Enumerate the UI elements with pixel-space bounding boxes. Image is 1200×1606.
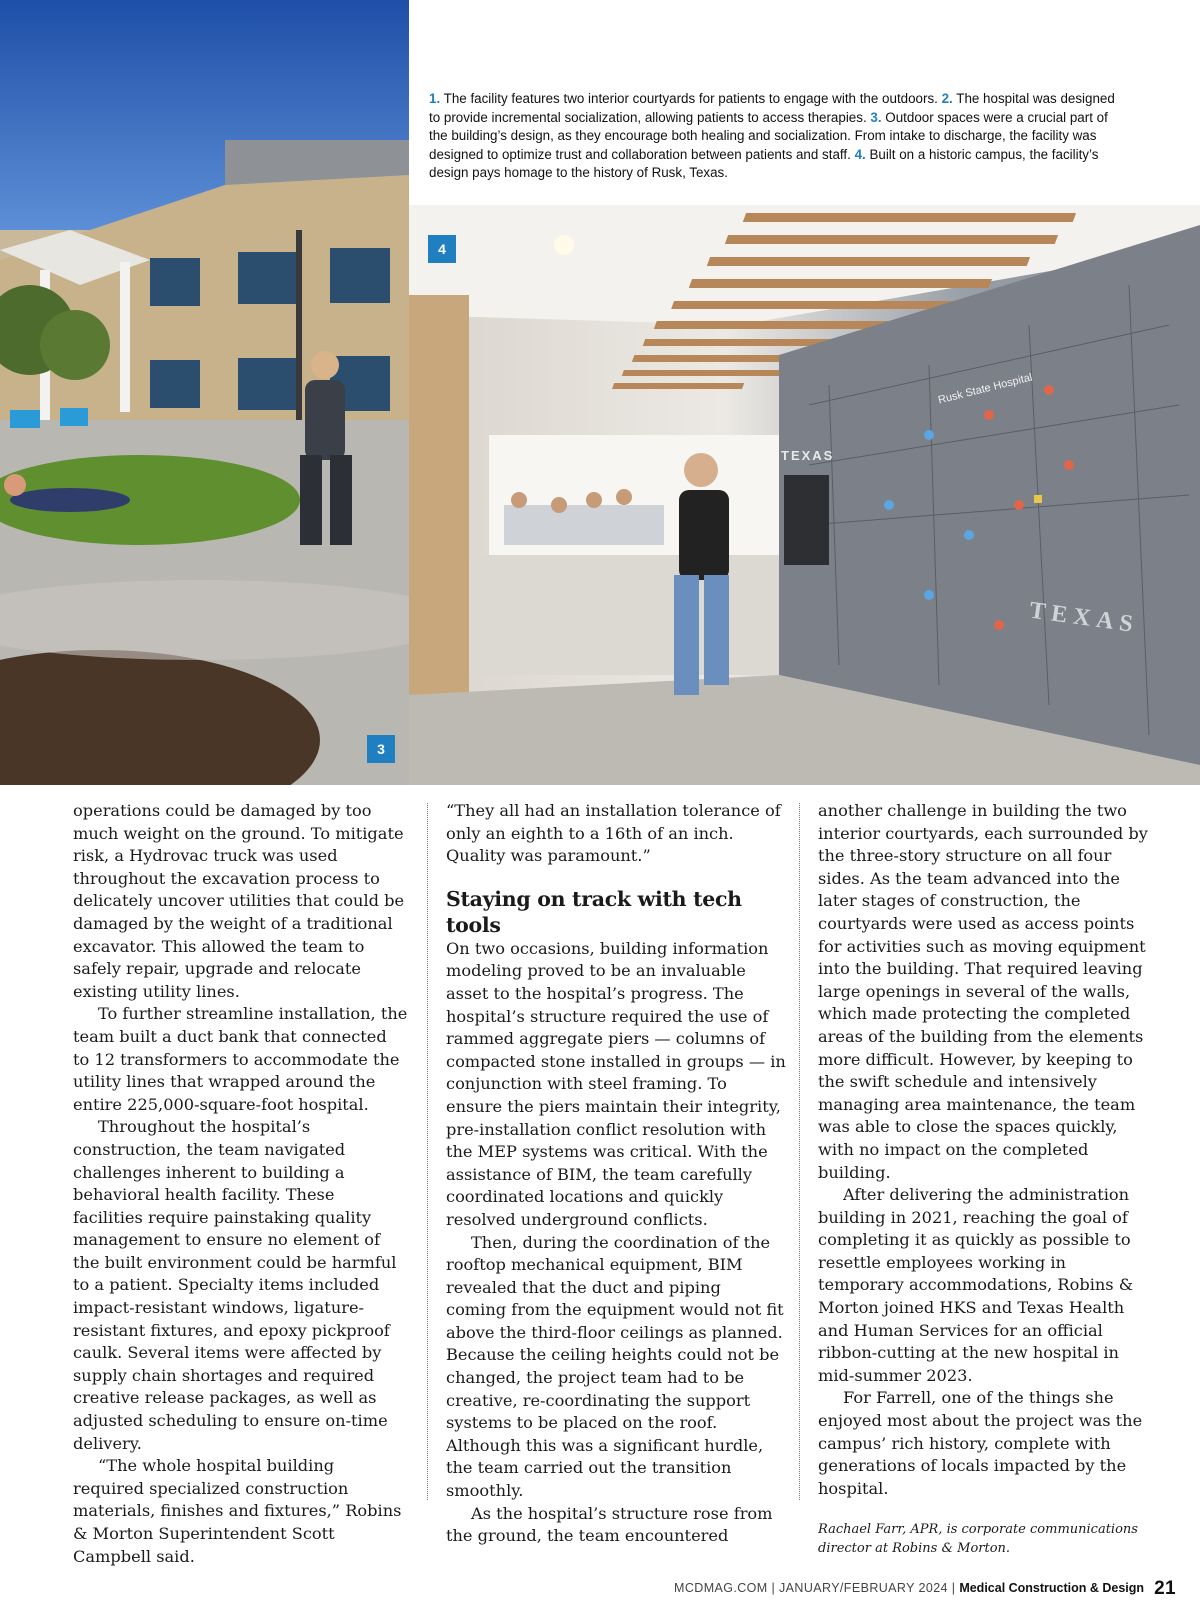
map-rusk-label: Rusk State Hospital: [936, 371, 1034, 407]
article-paragraph: As the hospital’s structure rose from the ground, the team encountered: [446, 1503, 773, 1546]
article-column-2: [446, 800, 786, 1548]
page-footer: MCDMAG.COM | JANUARY/FEBRUARY 2024 | Medical Construction & Design 21: [674, 1578, 1176, 1599]
author-bio: Rachael Farr, APR, is corporate communications director at Robins & Morton.: [818, 1522, 1138, 1557]
caption-text: The hospital was designed to provide incremental socialization, allowing patients to access therapies.: [429, 91, 1115, 125]
article-paragraph: another challenge in building the two interior courtyards, each surrounded by the three-story structure on all four sides. As the team advanced into the later stages of construction, the courtyards were used as access points for activities such as moving equipment into the building. That required leaving large openings in several of the walls, which made protecting the completed areas of the building from the elements more difficult. However, by keeping to the swift schedule and intensively managing area maintenance, the team was able to close the spaces quickly, with no impact on the completed building.: [818, 801, 1148, 1182]
article-paragraph: Then, during the coordination of the rooftop mechanical equipment, BIM revealed that the duct and piping coming from the equipment would not fit above the third-floor ceilings as planned. Because the ceiling heights could not be changed, the project team had to be creative, re-coordinating the support systems to be placed on the roof. Although this was a significant hurdle, the team carried out the transition smoothly.: [446, 1232, 784, 1501]
interior-illustration: [409, 205, 1200, 785]
footer-issue: JANUARY/FEBRUARY 2024: [779, 1581, 948, 1595]
caption-text: Outdoor spaces were a crucial part of the building’s design, as they encourage both healing and socialization. From intake to discharge, the facility was designed to optimize trust and collaboration between patients and staff.: [429, 109, 1108, 162]
article-paragraph: After delivering the administration building in 2021, reaching the goal of completing it as quickly as possible to resettle employees working in temporary accommodations, Robins & Morton joined HKS and Texas Health and Human Services for an official ribbon-cutting at the new hospital in mid-summer 2023.: [818, 1185, 1134, 1385]
footer-site: MCDMAG.COM: [674, 1581, 768, 1595]
article-paragraph: Throughout the hospital’s construction, the team navigated challenges inherent to building a behavioral health facility. These facilities require painstaking quality management to ensure no element of the built environment could be harmful to a patient. Specialty items included impact-resistant windows, ligature-resistant fixtures, and epoxy pickproof caulk. Several items were affected by supply chain shortages and required creative release packages, as well as adjusted scheduling to ensure on-time delivery.: [73, 1117, 397, 1453]
article-paragraph: “The whole hospital building required specialized construction materials, finishes and fixtures,” Robins & Morton Superintendent Scott Campbell said.: [73, 1456, 402, 1566]
caption-number: 3.: [870, 109, 882, 125]
photo-interior-map: [409, 205, 1200, 785]
section-heading: Staying on track with tech tools: [446, 886, 742, 937]
caption-number: 4.: [854, 146, 866, 162]
column-divider: [427, 803, 428, 1500]
photo-number-badge: 3: [367, 735, 395, 763]
article-column-1: [73, 800, 408, 1568]
page-number: 21: [1154, 1578, 1176, 1599]
courtyard-illustration: [0, 0, 409, 785]
caption-text: The facility features two interior courtyards for patients to engage with the outdoors.: [440, 91, 942, 106]
photo-courtyard: [0, 0, 409, 785]
footer-publication: Medical Construction & Design: [959, 1581, 1145, 1595]
caption-text: Built on a historic campus, the facility’s design pays homage to the history of Rusk, Texas.: [429, 146, 1099, 180]
article-paragraph: operations could be damaged by too much weight on the ground. To mitigate risk, a Hydrovac truck was used throughout the excavation process to delicately uncover utilities that could be damaged by the weight of a traditional excavator. This allowed the team to safely repair, upgrade and relocate existing utility lines.: [73, 801, 405, 1001]
article-paragraph: On two occasions, building information modeling proved to be an invaluable asset to the hospital’s progress. The hospital’s structure required the use of rammed aggregate piers — columns of compacted stone installed in groups — in conjunction with steel framing. To ensure the piers maintain their integrity, pre-installation conflict resolution with the MEP systems was critical. With the assistance of BIM, the team carefully coordinated locations and quickly resolved underground conflicts.: [446, 938, 786, 1229]
caption-number: 2.: [941, 91, 953, 106]
article-paragraph: For Farrell, one of the things she enjoyed most about the project was the campus’ rich history, complete with generations of locals impacted by the hospital.: [818, 1388, 1143, 1498]
map-title-label: TEXAS: [781, 448, 835, 463]
article-paragraph: To further streamline installation, the team built a duct bank that connected to 12 transformers to accommodate the utility lines that wrapped around the entire 225,000-square-foot hospital.: [73, 1004, 408, 1114]
photo-number-badge: 4: [428, 235, 456, 263]
photo-caption: [429, 90, 1119, 183]
caption-number: 1.: [429, 91, 441, 106]
column-divider: [799, 803, 800, 1500]
map-texas-big-label: TEXAS: [1027, 597, 1141, 639]
article-paragraph: “They all had an installation tolerance of only an eighth to a 16th of an inch. Quality was paramount.”: [446, 801, 781, 866]
article-column-3: [818, 800, 1154, 1558]
